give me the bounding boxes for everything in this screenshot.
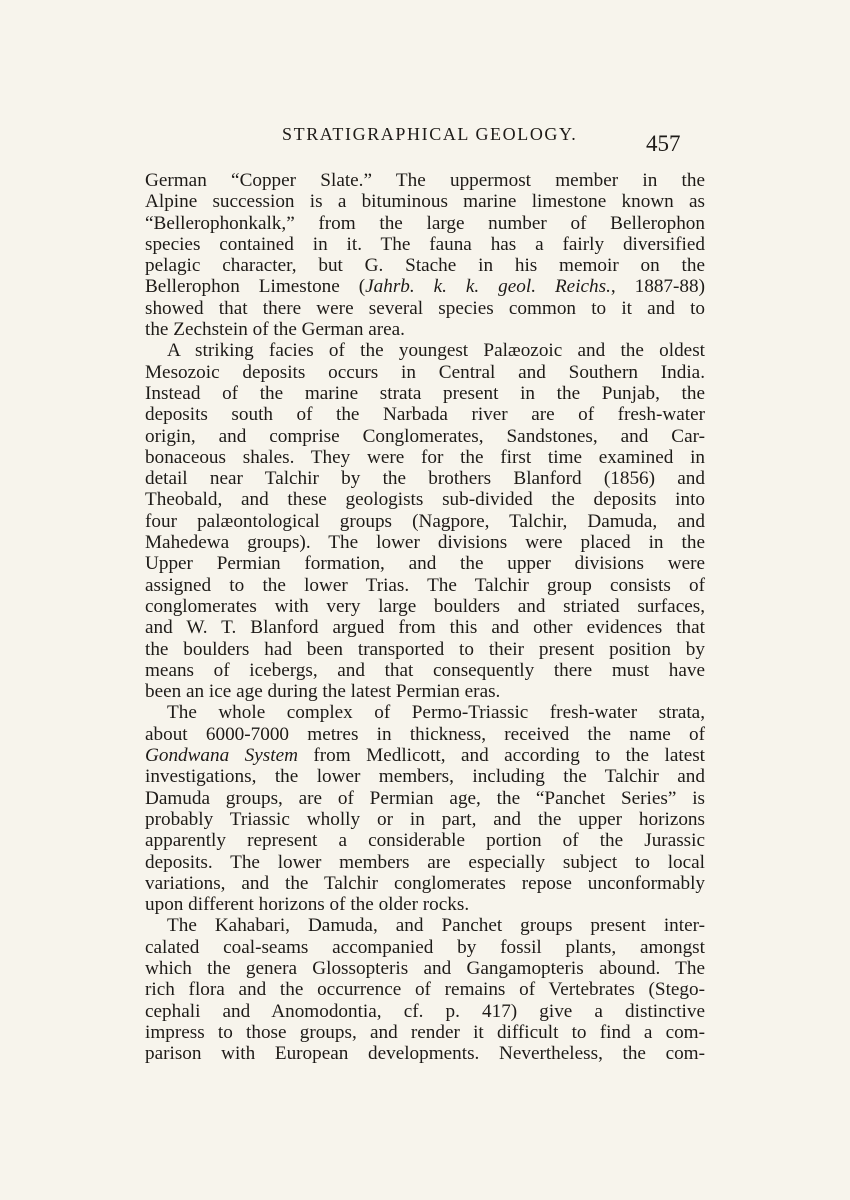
paragraph [145, 340, 705, 702]
text-line: The Kahabari, Damuda, and Panchet groups present inter- [167, 915, 705, 937]
paragraph [145, 915, 705, 1064]
text-line: Damuda groups, are of Permian age, the “Panchet Series” is [145, 787, 705, 809]
text-line: impress to those groups, and render it difficult to find a com- [145, 1021, 705, 1043]
text-line: origin, and comprise Conglomerates, Sandstones, and Car- [145, 425, 705, 447]
text-line: upon different horizons of the older rocks. [145, 894, 470, 916]
text-line: assigned to the lower Trias. The Talchir group consists of [145, 574, 705, 596]
text-line: apparently represent a considerable portion of the Jurassic [145, 830, 705, 852]
text-line: deposits. The lower members are especially subject to local [145, 851, 705, 873]
paragraph [145, 170, 705, 340]
text-line: “Bellerophonkalk,” from the large number of Bellerophon [145, 212, 705, 234]
text-line: detail near Talchir by the brothers Blanford (1856) and [145, 468, 705, 490]
running-title: STRATIGRAPHICAL GEOLOGY. [282, 124, 578, 144]
text-line: been an ice age during the latest Permian eras. [145, 681, 501, 703]
text-line: and W. T. Blanford argued from this and other evidences that [145, 617, 705, 639]
text-line: deposits south of the Narbada river are of fresh-water [145, 404, 705, 426]
text-line: The whole complex of Permo-Triassic fresh-water strata, [167, 702, 705, 724]
text-line: about 6000-7000 metres in thickness, received the name of [145, 723, 705, 745]
text-line: parison with European developments. Nevertheless, the com- [145, 1043, 705, 1065]
text-line: calated coal-seams accompanied by fossil plants, amongst [145, 936, 705, 958]
text-line: means of icebergs, and that consequently there must have [145, 659, 705, 681]
text-line: variations, and the Talchir conglomerates repose unconformably [145, 872, 705, 894]
text-line: Alpine succession is a bituminous marine limestone known as [145, 191, 705, 213]
text-line: which the genera Glossopteris and Gangamopteris abound. The [145, 957, 705, 979]
italic-title: Gondwana System [145, 745, 298, 767]
text-line: A striking facies of the youngest Palæozoic and the oldest [167, 340, 705, 362]
paragraph [145, 702, 705, 915]
text-line: German “Copper Slate.” The uppermost member in the [145, 170, 705, 191]
body-text [145, 170, 705, 1064]
text-line: cephali and Anomodontia, cf. p. 417) give a distinctive [145, 1000, 705, 1022]
italic-title: Jahrb. k. k. geol. Reichs. [365, 276, 611, 298]
text-line: showed that there were several species common to it and to [145, 297, 705, 319]
text-line: Theobald, and these geologists sub-divided the deposits into [145, 489, 705, 511]
page-number: 457 [646, 131, 681, 156]
text-line: bonaceous shales. They were for the first time examined in [145, 446, 705, 468]
text-line: Mahedewa groups). The lower divisions were placed in the [145, 532, 705, 554]
text-line: conglomerates with very large boulders and striated surfaces, [145, 595, 705, 617]
text-line: Bellerophon Limestone (Jahrb. k. k. geol. Reichs., 1887-88) [145, 276, 705, 298]
text-line: species contained in it. The fauna has a fairly diversified [145, 233, 705, 255]
text-line: the boulders had been transported to their present position by [145, 638, 705, 660]
text-line: Gondwana System from Medlicott, and according to the latest [145, 745, 706, 767]
text-line: Instead of the marine strata present in the Punjab, the [145, 382, 705, 404]
text-line: investigations, the lower members, including the Talchir and [145, 766, 705, 788]
text-line: the Zechstein of the German area. [145, 319, 405, 341]
text-line: pelagic character, but G. Stache in his memoir on the [145, 255, 705, 277]
text-line: rich flora and the occurrence of remains of Vertebrates (Stego- [145, 979, 705, 1001]
text-line: probably Triassic wholly or in part, and the upper horizons [145, 808, 705, 830]
text-line: Upper Permian formation, and the upper divisions were [145, 553, 705, 575]
text-line: four palæontological groups (Nagpore, Talchir, Damuda, and [145, 510, 705, 532]
text-line: Mesozoic deposits occurs in Central and Southern India. [145, 361, 705, 383]
